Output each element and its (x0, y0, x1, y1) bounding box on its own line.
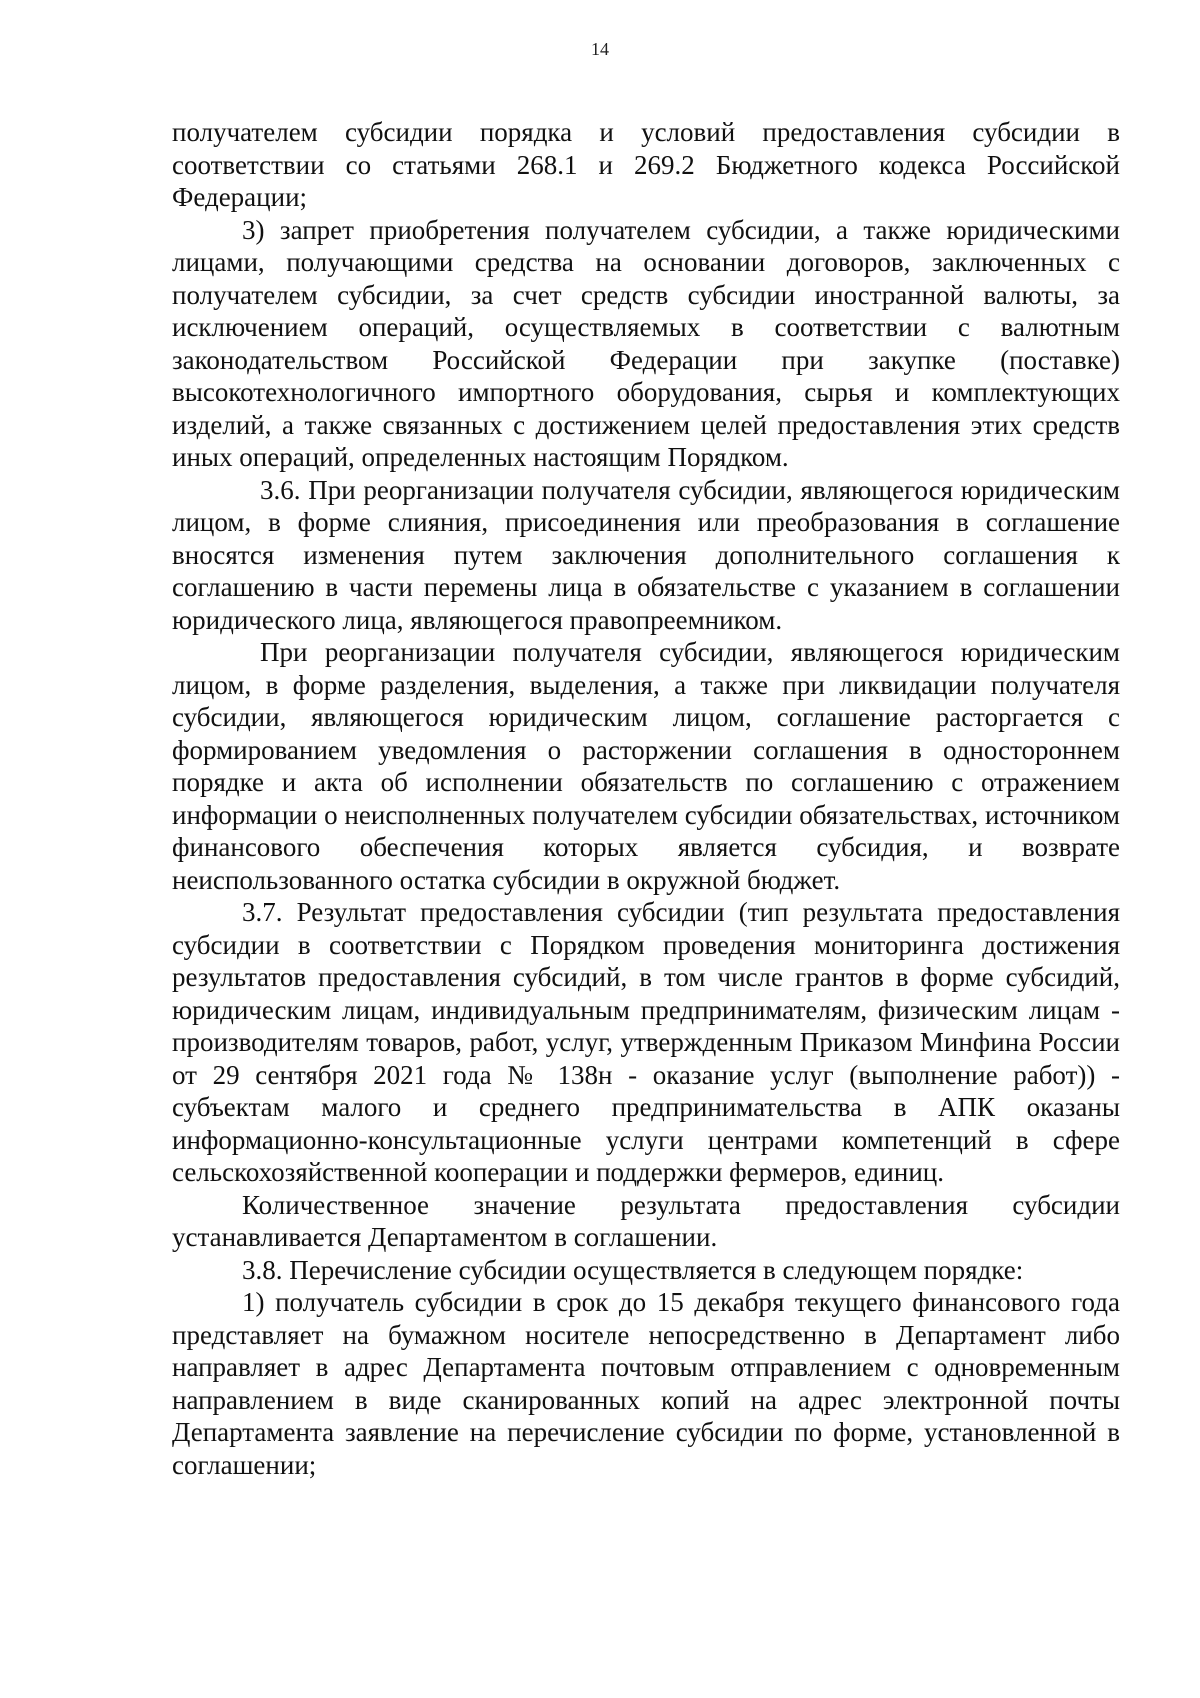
paragraph-continuation: получателем субсидии порядка и условий предоставления субсидии в соответствии со статьями 268.1 и 269.2 Бюджетного кодекса Российской Федерации; (172, 117, 1120, 212)
page-number: 14 (591, 39, 609, 59)
paragraph-section-3-8: 3.8. Перечисление субсидии осуществляется в следующем порядке: (242, 1254, 1024, 1285)
paragraph-section-3-6: 3.6. При реорганизации получателя субсидии, являющегося юридическим лицом, в форме слияния, присоединения или преобразования в соглашение вносятся изменения путем заключения дополнительного соглашения к соглашению в части перемены лица в обязательстве с указанием в соглашении юридического лица, являющегося правопреемником. (172, 474, 1120, 635)
paragraph-section-3-7: 3.7. Результат предоставления субсидии (тип результата предоставления субсидии в соответствии с Порядком проведения мониторинга достижения результатов предоставления субсидий, в том числе грантов в форме субсидий, юридическим лицам, индивидуальным предпринимателям, физическим лицам - производителям товаров, работ, услуг, утвержденным Приказом Минфина России от 29 сентября 2021 года № 138н - оказание услуг (выполнение работ)) - субъектам малого и среднего предпринимательства в АПК оказаны информационно-консультационные услуги центрами компетенций в сфере сельскохозяйственной кооперации и поддержки фермеров, единиц. (172, 897, 1120, 1187)
document-body (172, 116, 1120, 1481)
paragraph-item-1: 1) получатель субсидии в срок до 15 декабря текущего финансового года представляет на бумажном носителе непосредственно в Департамент либо направляет в адрес Департамента почтовым отправлением с одновременным направлением в виде сканированных копий на адрес электронной почты Департамента заявление на перечисление субсидии по форме, установленной в соглашении; (172, 1287, 1120, 1480)
paragraph-quantitative-value: Количественное значение результата предоставления субсидии устанавливается Департаментом в соглашении. (172, 1189, 1120, 1252)
paragraph-item-3: 3) запрет приобретения получателем субсидии, а также юридическими лицами, получающими средства на основании договоров, заключенных с получателем субсидии, за счет средств субсидии иностранной валюты, за исключением операций, осуществляемых в соответствии с валютным законодательством Российской Федерации при закупке (поставке) высокотехнологичного импортного оборудования, сырья и комплектующих изделий, а также связанных с достижением целей предоставления этих средств иных операций, определенных настоящим Порядком. (172, 214, 1120, 472)
paragraph-reorganization: При реорганизации получателя субсидии, являющегося юридическим лицом, в форме разделения, выделения, а также при ликвидации получателя субсидии, являющегося юридическим лицом, соглашение расторгается с формированием уведомления о расторжении соглашения в одностороннем порядке и акта об исполнении обязательств по соглашению с отражением информации о неисполненных получателем субсидии обязательствах, источником финансового обеспечения которых является субсидия, и возврате неиспользованного остатка субсидии в окружной бюджет. (172, 637, 1120, 895)
